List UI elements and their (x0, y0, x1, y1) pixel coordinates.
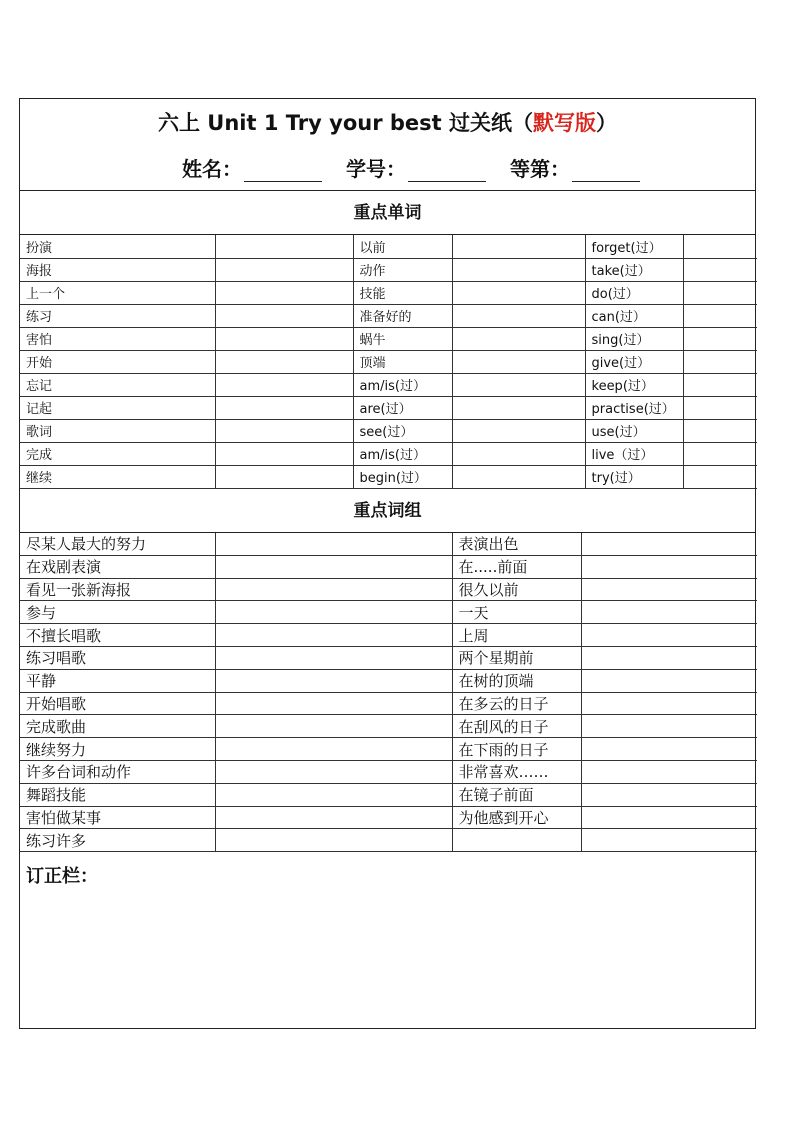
phrase-answer-cell[interactable] (215, 760, 452, 783)
word-row (20, 258, 757, 281)
phrase-row (20, 624, 757, 647)
phrase-answer-cell[interactable] (581, 760, 757, 783)
word-row (20, 442, 757, 465)
word-prompt: live（过） (585, 442, 683, 465)
word-answer-cell[interactable] (215, 327, 353, 350)
word-answer-cell[interactable] (683, 258, 757, 281)
grade-label: 等第： (510, 157, 570, 181)
word-answer-cell[interactable] (683, 327, 757, 350)
phrase-answer-cell[interactable] (581, 738, 757, 761)
phrase-answer-cell[interactable] (581, 624, 757, 647)
word-prompt: am/is(过） (353, 373, 452, 396)
word-answer-cell[interactable] (452, 419, 585, 442)
word-prompt: 继续 (20, 465, 215, 488)
phrase-answer-cell[interactable] (581, 806, 757, 829)
word-answer-cell[interactable] (452, 465, 585, 488)
words-section-title: 重点单词 (20, 191, 755, 235)
worksheet (19, 98, 756, 1029)
word-prompt: 完成 (20, 442, 215, 465)
word-answer-cell[interactable] (215, 235, 353, 258)
word-answer-cell[interactable] (452, 373, 585, 396)
correction-label: 订正栏： (26, 866, 98, 888)
phrase-answer-cell[interactable] (581, 578, 757, 601)
grade-blank[interactable] (572, 159, 640, 182)
word-prompt: keep(过） (585, 373, 683, 396)
phrase-prompt: 表演出色 (452, 533, 581, 556)
phrase-row (20, 533, 757, 556)
word-prompt: practise(过） (585, 396, 683, 419)
phrase-answer-cell[interactable] (215, 783, 452, 806)
phrase-answer-cell[interactable] (581, 555, 757, 578)
phrases-section-title: 重点词组 (20, 489, 755, 533)
word-prompt: 害怕 (20, 327, 215, 350)
name-blank[interactable] (244, 159, 322, 182)
phrase-answer-cell[interactable] (215, 578, 452, 601)
title-end: ） (596, 111, 617, 135)
word-prompt: 顶端 (353, 350, 452, 373)
phrase-prompt: 上周 (452, 624, 581, 647)
word-answer-cell[interactable] (215, 373, 353, 396)
phrase-answer-cell[interactable] (215, 646, 452, 669)
word-prompt: am/is(过） (353, 442, 452, 465)
word-prompt: 忘记 (20, 373, 215, 396)
phrase-row (20, 829, 757, 852)
word-prompt: can(过） (585, 304, 683, 327)
phrase-prompt: 许多台词和动作 (20, 760, 215, 783)
word-answer-cell[interactable] (452, 258, 585, 281)
word-prompt: 蜗牛 (353, 327, 452, 350)
phrase-prompt: 看见一张新海报 (20, 578, 215, 601)
word-row (20, 419, 757, 442)
phrase-answer-cell[interactable] (215, 624, 452, 647)
word-row (20, 281, 757, 304)
phrase-answer-cell[interactable] (581, 692, 757, 715)
word-prompt: try(过） (585, 465, 683, 488)
word-row (20, 235, 757, 258)
phrase-prompt: 在多云的日子 (452, 692, 581, 715)
phrase-row (20, 669, 757, 692)
word-answer-cell[interactable] (452, 442, 585, 465)
phrase-prompt: 在刮风的日子 (452, 715, 581, 738)
word-row (20, 396, 757, 419)
phrase-prompt: 在镜子前面 (452, 783, 581, 806)
phrase-prompt: 开始唱歌 (20, 692, 215, 715)
phrase-prompt: 在戏剧表演 (20, 555, 215, 578)
word-prompt: see(过） (353, 419, 452, 442)
word-answer-cell[interactable] (683, 281, 757, 304)
student-info (182, 153, 640, 182)
phrase-answer-cell[interactable] (215, 715, 452, 738)
word-answer-cell[interactable] (683, 373, 757, 396)
word-answer-cell[interactable] (215, 396, 353, 419)
phrase-prompt: 一天 (452, 601, 581, 624)
word-prompt: 上一个 (20, 281, 215, 304)
phrase-prompt: 尽某人最大的努力 (20, 533, 215, 556)
phrase-answer-cell[interactable] (215, 692, 452, 715)
word-prompt: do(过） (585, 281, 683, 304)
word-answer-cell[interactable] (452, 281, 585, 304)
phrase-answer-cell[interactable] (215, 669, 452, 692)
number-blank[interactable] (408, 159, 486, 182)
words-table (20, 235, 757, 489)
word-answer-cell[interactable] (452, 235, 585, 258)
word-row (20, 373, 757, 396)
word-prompt: 歌词 (20, 419, 215, 442)
word-prompt: 开始 (20, 350, 215, 373)
phrase-row (20, 760, 757, 783)
phrase-answer-cell[interactable] (215, 533, 452, 556)
worksheet-header (20, 99, 755, 191)
word-prompt: give(过） (585, 350, 683, 373)
phrase-prompt (452, 829, 581, 852)
phrase-prompt: 在下雨的日子 (452, 738, 581, 761)
word-row (20, 350, 757, 373)
phrase-prompt: 练习许多 (20, 829, 215, 852)
phrase-row (20, 601, 757, 624)
phrase-prompt: 舞蹈技能 (20, 783, 215, 806)
phrase-answer-cell[interactable] (215, 806, 452, 829)
word-prompt: take(过） (585, 258, 683, 281)
word-answer-cell[interactable] (215, 281, 353, 304)
number-field[interactable] (346, 153, 486, 182)
word-prompt: 记起 (20, 396, 215, 419)
word-answer-cell[interactable] (215, 258, 353, 281)
worksheet-title (20, 107, 755, 137)
phrase-answer-cell[interactable] (215, 829, 452, 852)
phrase-prompt: 参与 (20, 601, 215, 624)
word-answer-cell[interactable] (452, 350, 585, 373)
word-answer-cell[interactable] (215, 465, 353, 488)
word-answer-cell[interactable] (683, 419, 757, 442)
word-answer-cell[interactable] (215, 442, 353, 465)
phrase-row (20, 555, 757, 578)
phrase-answer-cell[interactable] (581, 646, 757, 669)
word-prompt: 技能 (353, 281, 452, 304)
word-answer-cell[interactable] (215, 419, 353, 442)
phrase-prompt: 在树的顶端 (452, 669, 581, 692)
word-row (20, 304, 757, 327)
word-answer-cell[interactable] (683, 350, 757, 373)
phrases-table (20, 533, 757, 853)
word-answer-cell[interactable] (215, 304, 353, 327)
phrase-row (20, 578, 757, 601)
phrase-prompt: 完成歌曲 (20, 715, 215, 738)
word-answer-cell[interactable] (452, 304, 585, 327)
word-answer-cell[interactable] (683, 442, 757, 465)
phrase-prompt: 非常喜欢…… (452, 760, 581, 783)
phrase-prompt: 不擅长唱歌 (20, 624, 215, 647)
phrase-answer-cell[interactable] (581, 533, 757, 556)
word-prompt: forget(过） (585, 235, 683, 258)
word-prompt: 准备好的 (353, 304, 452, 327)
word-prompt: begin(过） (353, 465, 452, 488)
phrase-answer-cell[interactable] (581, 829, 757, 852)
word-prompt: are(过） (353, 396, 452, 419)
phrase-prompt: 在.....前面 (452, 555, 581, 578)
word-answer-cell[interactable] (452, 396, 585, 419)
word-prompt: use(过） (585, 419, 683, 442)
word-answer-cell[interactable] (683, 465, 757, 488)
phrase-prompt: 为他感到开心 (452, 806, 581, 829)
phrase-answer-cell[interactable] (581, 783, 757, 806)
word-prompt: 扮演 (20, 235, 215, 258)
phrase-answer-cell[interactable] (215, 601, 452, 624)
phrase-row (20, 806, 757, 829)
word-prompt: 练习 (20, 304, 215, 327)
phrase-prompt: 很久以前 (452, 578, 581, 601)
phrase-answer-cell[interactable] (581, 601, 757, 624)
title-edition: 默写版 (533, 111, 596, 135)
word-row (20, 327, 757, 350)
word-answer-cell[interactable] (215, 350, 353, 373)
phrase-answer-cell[interactable] (215, 555, 452, 578)
phrase-prompt: 平静 (20, 669, 215, 692)
phrase-answer-cell[interactable] (581, 715, 757, 738)
word-answer-cell[interactable] (683, 304, 757, 327)
word-answer-cell[interactable] (452, 327, 585, 350)
word-prompt: 海报 (20, 258, 215, 281)
phrase-prompt: 继续努力 (20, 738, 215, 761)
title-main: 六上 Unit 1 Try your best 过关纸（ (157, 111, 533, 135)
word-answer-cell[interactable] (683, 396, 757, 419)
word-prompt: sing(过） (585, 327, 683, 350)
name-label: 姓名： (182, 157, 242, 181)
phrase-row (20, 692, 757, 715)
word-prompt: 动作 (353, 258, 452, 281)
phrase-answer-cell[interactable] (581, 669, 757, 692)
word-prompt: 以前 (353, 235, 452, 258)
phrase-row (20, 715, 757, 738)
phrase-row (20, 783, 757, 806)
phrase-answer-cell[interactable] (215, 738, 452, 761)
phrase-row (20, 646, 757, 669)
phrase-row (20, 738, 757, 761)
phrase-prompt: 两个星期前 (452, 646, 581, 669)
grade-field[interactable] (510, 153, 640, 182)
phrase-prompt: 害怕做某事 (20, 806, 215, 829)
name-field[interactable] (182, 153, 322, 182)
phrase-prompt: 练习唱歌 (20, 646, 215, 669)
word-answer-cell[interactable] (683, 235, 757, 258)
word-row (20, 465, 757, 488)
number-label: 学号： (346, 157, 406, 181)
